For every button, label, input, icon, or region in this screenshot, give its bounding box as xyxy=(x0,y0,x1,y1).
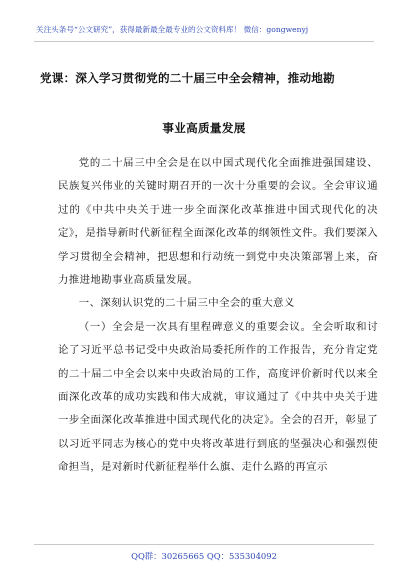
section-heading-1: 一、深刻认识党的二十届三中全会的重大意义 xyxy=(78,297,295,310)
page-header-promo: 关注头条号“公文研究”，获得最新最全最专业的公文资料库！ 微信：gongwenyj xyxy=(36,25,309,34)
document-body xyxy=(58,152,378,480)
document-title-line-2: 事业高质量发展 xyxy=(162,121,246,135)
footer-divider xyxy=(34,544,374,545)
body-paragraph-1-1: （一）全会是一次具有里程碑意义的重要会议。全会听取和讨论了习近平总书记受中央政治局委托所作的工作报告，充分肯定党的二十届二中全会以来中央政治局的工作，高度评价新时代以来全面深化改革的成功实践和伟大成就，审议通过了《中共中央关于进一步全面深化改革推进中国式现代化的决定》。全会的召开，彰显了以习近平同志为核心的党中央将改革进行到底的坚强决心和强烈使命担当，是对新时代新征程举什么旗、走什么路的再宣示 xyxy=(58,320,378,474)
document-title-line-1: 党课：深入学习贯彻党的二十届三中全会精神，推动地勘 xyxy=(40,71,335,85)
page-footer-contact: QQ群：30265665 QQ：535304092 xyxy=(131,551,277,561)
body-paragraph-intro: 党的二十届三中全会是在以中国式现代化全面推进强国建设、民族复兴伟业的关键时期召开的一次十分重要的会议。全会审议通过的《中共中央关于进一步全面深化改革推进中国式现代化的决定》，是指导新时代新征程全面深化改革的纲领性文件。我们要深入学习贯彻全会精神，把思想和行动统一到党中央决策部署上来，奋力推进地勘事业高质量发展。 xyxy=(58,157,378,287)
header-divider xyxy=(34,41,374,42)
